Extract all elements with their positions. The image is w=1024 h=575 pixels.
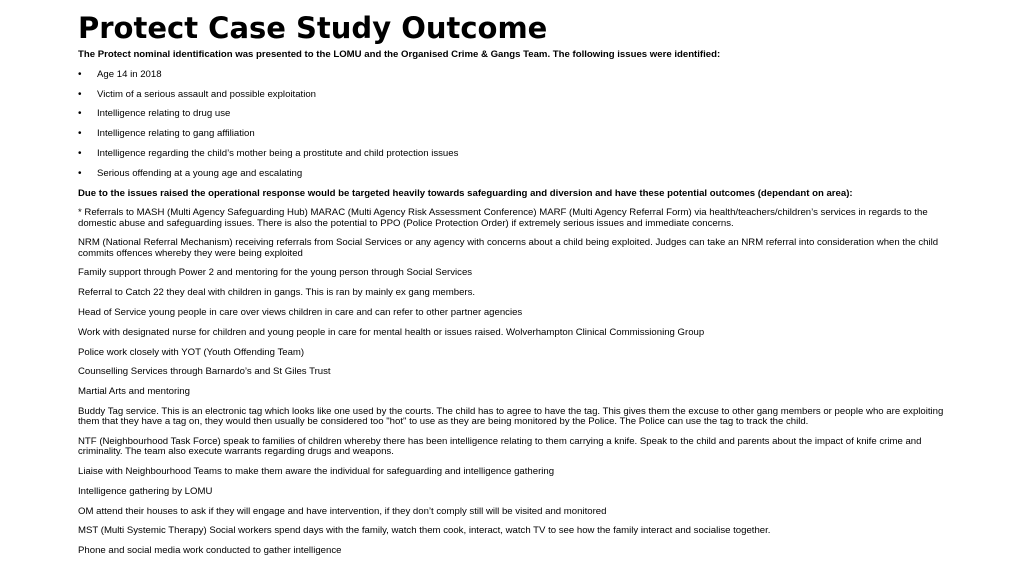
bullet-item — [78, 70, 948, 80]
paragraph: Buddy Tag service. This is an electronic tag which looks like one used by the courts. The child has to agree to have the tag. This gives them the excuse to other gang members or people who are exploiting them that they have a tag on, they would then usually be considered too "hot" to use as they are being monitored by the Police. The Police can use the tag to track the child. — [78, 405, 944, 428]
bullet-text: Intelligence regarding the child’s mother being a prostitute and child protection issues — [97, 147, 459, 159]
intro-text: The Protect nominal identification was presented to the LOMU and the Organised Crime & Gangs Team. The following issues were identified: — [78, 49, 721, 60]
bullet-item — [78, 90, 948, 100]
paragraph: NTF (Neighbourhood Task Force) speak to families of children whereby there has been intelligence relating to them carrying a knife. Speak to the child and parents about the impact of knife crime and criminality. The team also execute warrants regarding drugs and weapons. — [78, 435, 922, 458]
bullet-text: Victim of a serious assault and possible exploitation — [97, 88, 317, 100]
bullet-dot: • — [78, 88, 82, 100]
slide-title: Protect Case Study Outcome — [78, 11, 548, 45]
bullet-dot: • — [78, 68, 82, 80]
paragraph: Phone and social media work conducted to gather intelligence — [78, 545, 342, 557]
paragraph: Referral to Catch 22 they deal with children in gangs. This is ran by mainly ex gang members. — [78, 287, 476, 299]
paragraph: Martial Arts and mentoring — [78, 386, 190, 398]
paragraph: Intelligence gathering by LOMU — [78, 485, 213, 497]
bullet-text: Age 14 in 2018 — [97, 68, 162, 80]
bullet-item — [78, 169, 948, 179]
slide-body — [78, 50, 948, 566]
paragraph: Liaise with Neighbourhood Teams to make them aware the individual for safeguarding and intelligence gathering — [78, 465, 555, 477]
bullet-text: Intelligence relating to drug use — [97, 108, 231, 120]
paragraph: NRM (National Referral Mechanism) receiving referrals from Social Services or any agency with concerns about a child being exploited. Judges can take an NRM referral into consideration when the child commits offences whereby they were being exploited — [78, 237, 939, 259]
bullet-item — [78, 109, 948, 119]
bullet-text: Serious offending at a young age and escalating — [97, 167, 303, 179]
response-heading: Due to the issues raised the operational response would be targeted heavily towards safeguarding and diversion and have these potential outcomes (dependant on area): — [78, 187, 853, 199]
bullet-dot: • — [78, 128, 82, 140]
paragraph: OM attend their houses to ask if they will engage and have intervention, if they don’t comply still will be visited and monitored — [78, 505, 607, 517]
paragraph: Family support through Power 2 and mentoring for the young person through Social Services — [78, 267, 473, 279]
paragraph: Head of Service young people in care over views children in care and can refer to other partner agencies — [78, 306, 523, 318]
paragraph: Work with designated nurse for children and young people in care for mental health or issues raised. Wolverhampton Clinical Commissioning Group — [78, 326, 705, 338]
bullet-dot: • — [78, 147, 82, 159]
paragraph: Counselling Services through Barnardo’s and St Giles Trust — [78, 366, 331, 378]
bullet-item — [78, 149, 948, 159]
bullet-dot: • — [78, 108, 82, 120]
paragraph: Police work closely with YOT (Youth Offending Team) — [78, 346, 305, 358]
bullet-item — [78, 129, 948, 139]
paragraph: MST (Multi Systemic Therapy) Social workers spend days with the family, watch them cook, interact, watch TV to see how the family interact and socialise together. — [78, 525, 771, 537]
bullet-dot: • — [78, 167, 82, 179]
paragraph: * Referrals to MASH (Multi Agency Safeguarding Hub) MARAC (Multi Agency Risk Assessment Conference) MARF (Multi Agency Referral Form) via health/teachers/children’s services in regards to the domestic abuse and safeguarding issues. There is also the potential to PPO (Police Protection Order) if extremely serious issues and immediate concerns. — [78, 207, 928, 229]
bullet-text: Intelligence relating to gang affiliation — [97, 128, 255, 140]
